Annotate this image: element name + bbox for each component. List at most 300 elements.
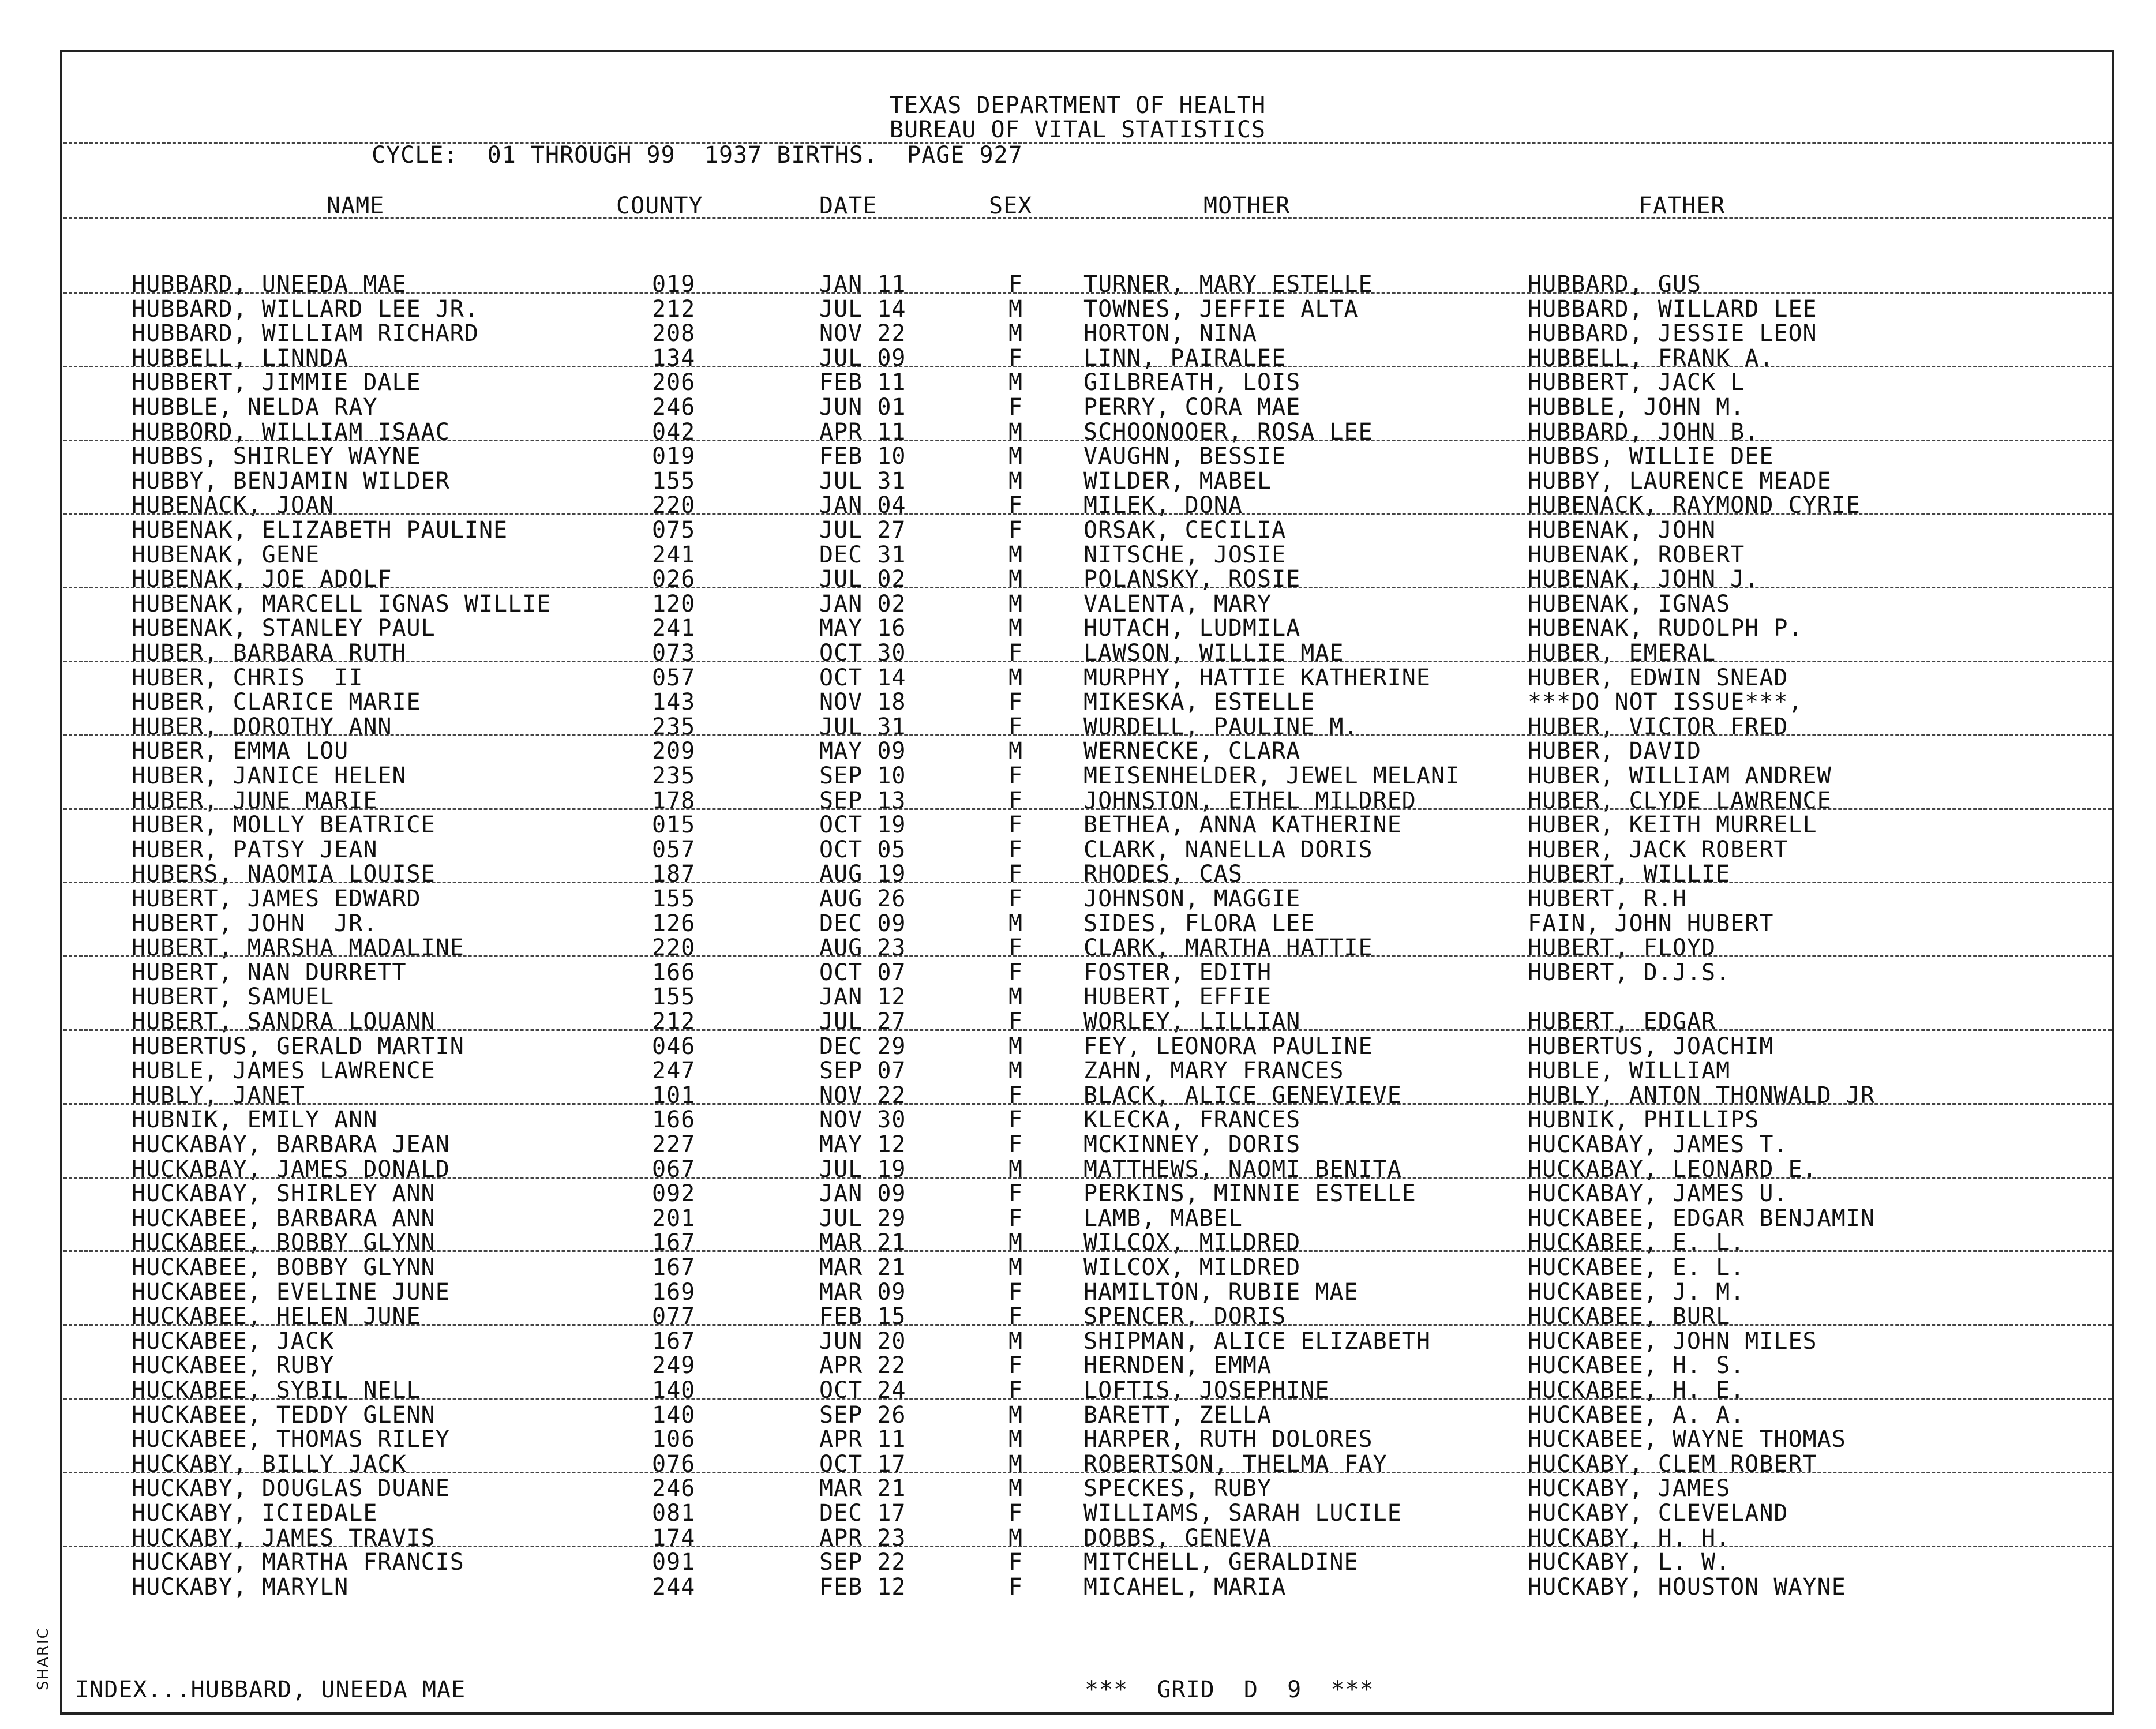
cell-father: HUCKABAY, JAMES T.	[1528, 1131, 1788, 1158]
row-divider	[63, 734, 2112, 736]
cell-date: MAR 21	[819, 1254, 906, 1281]
cell-county: 042	[652, 418, 696, 445]
cell-father: HUBLE, WILLIAM	[1528, 1057, 1731, 1085]
cell-name: HUCKABAY, JAMES DONALD	[132, 1156, 450, 1183]
table-row	[0, 395, 2156, 419]
cell-mother: RHODES, CAS	[1083, 861, 1243, 888]
table-row	[0, 1353, 2156, 1378]
cell-county: 169	[652, 1278, 696, 1306]
cell-name: HUBLE, JAMES LAWRENCE	[132, 1057, 436, 1085]
table-row	[0, 887, 2156, 911]
cell-father: HUBBLE, JOHN M.	[1528, 394, 1745, 421]
cell-county: 106	[652, 1426, 696, 1453]
cell-date: APR 11	[819, 1426, 906, 1453]
cell-date: JUL 27	[819, 517, 906, 543]
cell-mother: VAUGHN, BESSIE	[1083, 443, 1287, 470]
cell-date: MAR 21	[819, 1229, 906, 1257]
cell-father: HUBBARD, GUS	[1528, 271, 1701, 298]
cell-sex: M	[1008, 590, 1023, 617]
cell-sex: M	[1008, 1057, 1023, 1085]
cell-mother: SIDES, FLORA LEE	[1083, 910, 1315, 937]
cell-sex: F	[1008, 344, 1023, 372]
cell-father: HUBBELL, FRANK A.	[1528, 344, 1774, 372]
cell-sex: F	[1008, 1205, 1023, 1232]
cell-name: HUCKABY, DOUGLAS DUANE	[132, 1475, 450, 1502]
cell-sex: F	[1008, 1008, 1023, 1035]
cell-father: HUCKABAY, JAMES U.	[1528, 1180, 1788, 1207]
cell-father: HUBERT, EDGAR	[1528, 1008, 1716, 1035]
cell-name: HUBBELL, LINNDA	[132, 344, 349, 372]
row-divider	[63, 1103, 2112, 1105]
cell-sex: M	[1008, 910, 1023, 937]
cell-name: HUBBY, BENJAMIN WILDER	[132, 467, 450, 494]
cell-county: 220	[652, 935, 696, 962]
table-row	[0, 912, 2156, 936]
table-row	[0, 764, 2156, 788]
table-row	[0, 543, 2156, 567]
cell-date: DEC 17	[819, 1500, 906, 1527]
cell-county: 208	[652, 320, 696, 347]
cell-sex: F	[1008, 1377, 1023, 1404]
cell-sex: F	[1008, 763, 1023, 789]
cell-mother: POLANSKY, ROSIE	[1083, 566, 1301, 593]
cell-county: 120	[652, 590, 696, 617]
cell-date: JUL 31	[819, 713, 906, 740]
cell-date: OCT 30	[819, 640, 906, 666]
cell-father: HUCKABY, L. W.	[1528, 1549, 1731, 1576]
cell-father: HUBBARD, JOHN B.	[1528, 418, 1760, 445]
cell-father: HUBENACK, RAYMOND CYRIE	[1528, 492, 1861, 519]
cell-county: 155	[652, 886, 696, 912]
cell-county: 201	[652, 1205, 696, 1232]
cell-name: HUCKABEE, THOMAS RILEY	[132, 1426, 450, 1453]
cell-mother: WILCOX, MILDRED	[1083, 1229, 1301, 1257]
cell-father: HUBBARD, WILLARD LEE	[1528, 295, 1817, 322]
cell-sex: F	[1008, 713, 1023, 740]
cell-name: HUBERT, SANDRA LOUANN	[132, 1008, 436, 1035]
table-row	[0, 370, 2156, 395]
cell-father: HUBENAK, IGNAS	[1528, 590, 1731, 617]
cell-date: JAN 12	[819, 984, 906, 1011]
cell-name: HUBERT, NAN DURRETT	[132, 959, 407, 986]
cell-name: HUBERT, MARSHA MADALINE	[132, 935, 464, 962]
cell-date: JUL 14	[819, 295, 906, 322]
cell-name: HUCKABEE, BARBARA ANN	[132, 1205, 436, 1232]
cell-sex: F	[1008, 1573, 1023, 1600]
cell-county: 126	[652, 910, 696, 937]
cell-name: HUBERT, JAMES EDWARD	[132, 886, 421, 912]
cell-sex: M	[1008, 541, 1023, 568]
cell-sex: F	[1008, 689, 1023, 716]
cell-mother: SPENCER, DORIS	[1083, 1303, 1287, 1330]
cell-name: HUBBS, SHIRLEY WAYNE	[132, 443, 421, 470]
cell-county: 075	[652, 517, 696, 543]
cell-date: MAY 09	[819, 738, 906, 765]
cell-name: HUBERS, NAOMIA LOUISE	[132, 861, 436, 888]
cell-sex: M	[1008, 295, 1023, 322]
cell-mother: MITCHELL, GERALDINE	[1083, 1549, 1359, 1576]
grid-footer: *** GRID D 9 ***	[1085, 1677, 1374, 1703]
cell-father: HUCKABEE, E. L.	[1528, 1254, 1745, 1281]
col-header-mother: MOTHER	[1203, 193, 1291, 219]
cell-name: HUBBARD, UNEEDA MAE	[132, 271, 407, 298]
cell-date: SEP 10	[819, 763, 906, 789]
cell-name: HUCKABAY, SHIRLEY ANN	[132, 1180, 436, 1207]
cell-sex: M	[1008, 369, 1023, 396]
cell-county: 212	[652, 1008, 696, 1035]
table-row	[0, 1427, 2156, 1452]
cell-county: 091	[652, 1549, 696, 1576]
cell-name: HUBENAK, MARCELL IGNAS WILLIE	[132, 590, 552, 617]
cell-county: 067	[652, 1156, 696, 1183]
cell-county: 073	[652, 640, 696, 666]
cell-mother: WORLEY, LILLIAN	[1083, 1008, 1301, 1035]
cell-date: JAN 02	[819, 590, 906, 617]
cell-father: HUBER, VICTOR FRED	[1528, 713, 1788, 740]
divider	[63, 142, 2112, 144]
cell-date: JUL 02	[819, 566, 906, 593]
cell-name: HUCKABY, ICIEDALE	[132, 1500, 378, 1527]
row-divider	[63, 1029, 2112, 1031]
cell-sex: F	[1008, 492, 1023, 519]
row-divider	[63, 292, 2112, 294]
index-footer: INDEX...HUBBARD, UNEEDA MAE	[75, 1677, 466, 1703]
col-header-father: FATHER	[1638, 193, 1726, 219]
cell-date: JAN 11	[819, 271, 906, 298]
cell-name: HUBER, MOLLY BEATRICE	[132, 812, 436, 839]
cell-county: 206	[652, 369, 696, 396]
cell-date: MAY 12	[819, 1131, 906, 1158]
cell-father: HUBER, JACK ROBERT	[1528, 836, 1788, 863]
cell-county: 057	[652, 664, 696, 691]
cell-county: 241	[652, 541, 696, 568]
cell-date: APR 23	[819, 1524, 906, 1551]
cell-sex: M	[1008, 738, 1023, 765]
cell-sex: F	[1008, 394, 1023, 421]
cell-mother: HORTON, NINA	[1083, 320, 1257, 347]
cell-date: OCT 05	[819, 836, 906, 863]
cell-name: HUCKABEE, BOBBY GLYNN	[132, 1254, 436, 1281]
cell-date: JAN 09	[819, 1180, 906, 1207]
col-header-sex: SEX	[989, 193, 1033, 219]
cell-mother: MCKINNEY, DORIS	[1083, 1131, 1301, 1158]
cell-county: 167	[652, 1327, 696, 1355]
table-row	[0, 1206, 2156, 1231]
cell-date: APR 22	[819, 1352, 906, 1379]
cell-father: ***DO NOT ISSUE***,	[1528, 689, 1803, 716]
cell-sex: M	[1008, 1156, 1023, 1183]
cell-mother: HERNDEN, EMMA	[1083, 1352, 1272, 1379]
cell-county: 092	[652, 1180, 696, 1207]
cell-father: HUBENAK, RUDOLPH P.	[1528, 615, 1803, 642]
table-row	[0, 1550, 2156, 1574]
cell-mother: PERRY, CORA MAE	[1083, 394, 1301, 421]
row-divider	[63, 808, 2112, 810]
cell-sex: F	[1008, 1278, 1023, 1306]
row-divider	[63, 1324, 2112, 1326]
row-divider	[63, 366, 2112, 367]
cell-name: HUBER, BARBARA RUTH	[132, 640, 407, 666]
cell-date: MAR 09	[819, 1278, 906, 1306]
cell-name: HUBERT, JOHN JR.	[132, 910, 378, 937]
cell-name: HUBER, CLARICE MARIE	[132, 689, 421, 716]
cell-sex: F	[1008, 1352, 1023, 1379]
table-row	[0, 1059, 2156, 1083]
cell-father: HUCKABEE, BURL	[1528, 1303, 1731, 1330]
table-row	[0, 1108, 2156, 1132]
cell-sex: M	[1008, 467, 1023, 494]
cell-mother: MIKESKA, ESTELLE	[1083, 689, 1315, 716]
cell-father: HUCKABEE, H. E.	[1528, 1377, 1745, 1404]
table-row	[0, 469, 2156, 493]
cell-date: OCT 07	[819, 959, 906, 986]
header-line-2: BUREAU OF VITAL STATISTICS	[889, 117, 1266, 143]
cell-sex: F	[1008, 271, 1023, 298]
cell-date: FEB 15	[819, 1303, 906, 1330]
cell-mother: HUBERT, EFFIE	[1083, 984, 1272, 1011]
cell-county: 155	[652, 984, 696, 1011]
cell-date: FEB 10	[819, 443, 906, 470]
cell-father: HUCKABEE, H. S.	[1528, 1352, 1745, 1379]
cell-sex: F	[1008, 812, 1023, 839]
cell-sex: M	[1008, 320, 1023, 347]
cell-sex: F	[1008, 886, 1023, 912]
cell-mother: CLARK, NANELLA DORIS	[1083, 836, 1373, 863]
cell-mother: FOSTER, EDITH	[1083, 959, 1272, 986]
cell-sex: M	[1008, 566, 1023, 593]
cell-name: HUBENAK, STANLEY PAUL	[132, 615, 436, 642]
cell-father: HUBERT, R.H	[1528, 886, 1687, 912]
cell-county: 166	[652, 959, 696, 986]
cell-name: HUBNIK, EMILY ANN	[132, 1107, 378, 1134]
cell-date: JUL 09	[819, 344, 906, 372]
cell-mother: NITSCHE, JOSIE	[1083, 541, 1287, 568]
cell-mother: WURDELL, PAULINE M.	[1083, 713, 1359, 740]
cell-sex: F	[1008, 1549, 1023, 1576]
cell-mother: HAMILTON, RUBIE MAE	[1083, 1278, 1359, 1306]
table-row	[0, 1255, 2156, 1280]
table-row	[0, 1329, 2156, 1353]
cell-sex: F	[1008, 1180, 1023, 1207]
table-row	[0, 1403, 2156, 1427]
cell-mother: JOHNSON, MAGGIE	[1083, 886, 1301, 912]
header-line-1: TEXAS DEPARTMENT OF HEALTH	[889, 92, 1266, 119]
row-divider	[63, 440, 2112, 441]
cell-mother: SCHOONOOER, ROSA LEE	[1083, 418, 1373, 445]
cell-county: 140	[652, 1377, 696, 1404]
cell-date: JUL 27	[819, 1008, 906, 1035]
cell-father: HUCKABAY, LEONARD E.	[1528, 1156, 1817, 1183]
cell-name: HUBER, JUNE MARIE	[132, 787, 378, 814]
cell-sex: M	[1008, 1426, 1023, 1453]
cycle-line: CYCLE: 01 THROUGH 99 1937 BIRTHS. PAGE 927	[372, 142, 1023, 168]
cell-name: HUBER, DOROTHY ANN	[132, 713, 392, 740]
cell-name: HUCKABY, JAMES TRAVIS	[132, 1524, 436, 1551]
cell-county: 167	[652, 1229, 696, 1257]
cell-father: HUBER, EDWIN SNEAD	[1528, 664, 1788, 691]
cell-father: HUBER, WILLIAM ANDREW	[1528, 763, 1832, 789]
cell-sex: F	[1008, 836, 1023, 863]
cell-sex: M	[1008, 1524, 1023, 1551]
cell-name: HUBENAK, GENE	[132, 541, 320, 568]
cell-date: NOV 22	[819, 320, 906, 347]
cell-father: HUCKABY, CLEM ROBERT	[1528, 1450, 1817, 1477]
cell-name: HUCKABEE, HELEN JUNE	[132, 1303, 421, 1330]
row-divider	[63, 513, 2112, 515]
cell-date: JUL 31	[819, 467, 906, 494]
cell-date: DEC 29	[819, 1033, 906, 1060]
row-divider	[63, 1398, 2112, 1400]
cell-name: HUCKABEE, SYBIL NELL	[132, 1377, 421, 1404]
table-row	[0, 1182, 2156, 1206]
table-row	[0, 1501, 2156, 1525]
cell-name: HUCKABY, MARYLN	[132, 1573, 349, 1600]
cell-mother: SHIPMAN, ALICE ELIZABETH	[1083, 1327, 1431, 1355]
cell-name: HUCKABY, BILLY JACK	[132, 1450, 407, 1477]
cell-father: HUBBERT, JACK L	[1528, 369, 1745, 396]
cell-date: AUG 26	[819, 886, 906, 912]
cell-father: HUBENAK, ROBERT	[1528, 541, 1745, 568]
cell-father: HUCKABEE, J. M.	[1528, 1278, 1745, 1306]
cell-father: HUBERTUS, JOACHIM	[1528, 1033, 1774, 1060]
cell-county: 227	[652, 1131, 696, 1158]
cell-mother: WILDER, MABEL	[1083, 467, 1272, 494]
table-row	[0, 1132, 2156, 1157]
cell-county: 174	[652, 1524, 696, 1551]
cell-father: HUBBARD, JESSIE LEON	[1528, 320, 1817, 347]
cell-name: HUCKABEE, EVELINE JUNE	[132, 1278, 450, 1306]
cell-county: 246	[652, 1475, 696, 1502]
cell-mother: BLACK, ALICE GENEVIEVE	[1083, 1082, 1402, 1109]
cell-date: FEB 12	[819, 1573, 906, 1600]
cell-date: AUG 23	[819, 935, 906, 962]
cell-sex: F	[1008, 959, 1023, 986]
cell-date: JUL 29	[819, 1205, 906, 1232]
cell-name: HUCKABEE, TEDDY GLENN	[132, 1401, 436, 1428]
cell-mother: HARPER, RUTH DOLORES	[1083, 1426, 1373, 1453]
cell-mother: MILEK, DONA	[1083, 492, 1243, 519]
cell-mother: HUTACH, LUDMILA	[1083, 615, 1301, 642]
cell-name: HUBER, JANICE HELEN	[132, 763, 407, 789]
cell-father: HUBERT, FLOYD	[1528, 935, 1716, 962]
col-header-county: COUNTY	[616, 193, 703, 219]
cell-date: JUN 01	[819, 394, 906, 421]
cell-father: FAIN, JOHN HUBERT	[1528, 910, 1774, 937]
cell-father: HUCKABEE, WAYNE THOMAS	[1528, 1426, 1846, 1453]
table-row	[0, 444, 2156, 468]
table-row	[0, 592, 2156, 616]
cell-mother: MURPHY, HATTIE KATHERINE	[1083, 664, 1431, 691]
cell-father: HUBER, CLYDE LAWRENCE	[1528, 787, 1832, 814]
cell-name: HUBERTUS, GERALD MARTIN	[132, 1033, 464, 1060]
cell-sex: F	[1008, 1107, 1023, 1134]
cell-name: HUBLY, JANET	[132, 1082, 305, 1109]
cell-county: 134	[652, 344, 696, 372]
cell-name: HUBBORD, WILLIAM ISAAC	[132, 418, 450, 445]
cell-date: DEC 09	[819, 910, 906, 937]
cell-sex: M	[1008, 1450, 1023, 1477]
cell-mother: BETHEA, ANNA KATHERINE	[1083, 812, 1402, 839]
cell-father: HUCKABY, CLEVELAND	[1528, 1500, 1788, 1527]
cell-county: 076	[652, 1450, 696, 1477]
cell-mother: FEY, LEONORA PAULINE	[1083, 1033, 1373, 1060]
cell-mother: GILBREATH, LOIS	[1083, 369, 1301, 396]
cell-sex: F	[1008, 1303, 1023, 1330]
cell-date: APR 11	[819, 418, 906, 445]
cell-county: 019	[652, 443, 696, 470]
cell-date: MAY 16	[819, 615, 906, 642]
cell-mother: LOFTIS, JOSEPHINE	[1083, 1377, 1330, 1404]
cell-name: HUCKABY, MARTHA FRANCIS	[132, 1549, 464, 1576]
cell-date: SEP 22	[819, 1549, 906, 1576]
table-row	[0, 1476, 2156, 1501]
cell-county: 077	[652, 1303, 696, 1330]
cell-county: 209	[652, 738, 696, 765]
cell-name: HUBBARD, WILLARD LEE JR.	[132, 295, 479, 322]
row-divider	[63, 587, 2112, 588]
cell-mother: CLARK, MARTHA HATTIE	[1083, 935, 1373, 962]
cell-father: HUBNIK, PHILLIPS	[1528, 1107, 1760, 1134]
table-row	[0, 1575, 2156, 1599]
cell-county: 166	[652, 1107, 696, 1134]
cell-father: HUBERT, WILLIE	[1528, 861, 1731, 888]
cell-father: HUBBY, LAURENCE MEADE	[1528, 467, 1832, 494]
cell-county: 015	[652, 812, 696, 839]
cell-date: NOV 22	[819, 1082, 906, 1109]
cell-county: 246	[652, 394, 696, 421]
cell-father: HUCKABEE, JOHN MILES	[1528, 1327, 1817, 1355]
cell-mother: ZAHN, MARY FRANCES	[1083, 1057, 1344, 1085]
cell-date: DEC 31	[819, 541, 906, 568]
cell-date: SEP 26	[819, 1401, 906, 1428]
cell-date: OCT 14	[819, 664, 906, 691]
cell-sex: F	[1008, 640, 1023, 666]
cell-name: HUBBERT, JIMMIE DALE	[132, 369, 421, 396]
table-row	[0, 666, 2156, 690]
cell-sex: M	[1008, 1229, 1023, 1257]
cell-sex: M	[1008, 1401, 1023, 1428]
divider	[63, 217, 2112, 219]
cell-name: HUBENAK, ELIZABETH PAULINE	[132, 517, 508, 543]
cell-date: JUN 20	[819, 1327, 906, 1355]
cell-father: HUCKABY, JAMES	[1528, 1475, 1731, 1502]
cell-name: HUBENAK, JOE ADOLF	[132, 566, 392, 593]
cell-date: SEP 07	[819, 1057, 906, 1085]
cell-mother: MICAHEL, MARIA	[1083, 1573, 1287, 1600]
cell-county: 081	[652, 1500, 696, 1527]
cell-name: HUBER, CHRIS II	[132, 664, 363, 691]
cell-mother: LAWSON, WILLIE MAE	[1083, 640, 1344, 666]
table-row	[0, 813, 2156, 837]
cell-father: HUBENAK, JOHN J.	[1528, 566, 1760, 593]
cell-mother: WILCOX, MILDRED	[1083, 1254, 1301, 1281]
table-row	[0, 961, 2156, 985]
cell-father: HUBERT, D.J.S.	[1528, 959, 1731, 986]
cell-name: HUBENACK, JOAN	[132, 492, 335, 519]
cell-name: HUBER, EMMA LOU	[132, 738, 349, 765]
row-divider	[63, 882, 2112, 883]
col-header-date: DATE	[819, 193, 878, 219]
cell-sex: M	[1008, 1327, 1023, 1355]
cell-mother: VALENTA, MARY	[1083, 590, 1272, 617]
cell-mother: WERNECKE, CLARA	[1083, 738, 1301, 765]
row-divider	[63, 955, 2112, 957]
cell-county: 247	[652, 1057, 696, 1085]
cell-sex: M	[1008, 1033, 1023, 1060]
cell-mother: ORSAK, CECILIA	[1083, 517, 1287, 543]
cell-county: 249	[652, 1352, 696, 1379]
table-row	[0, 1280, 2156, 1304]
